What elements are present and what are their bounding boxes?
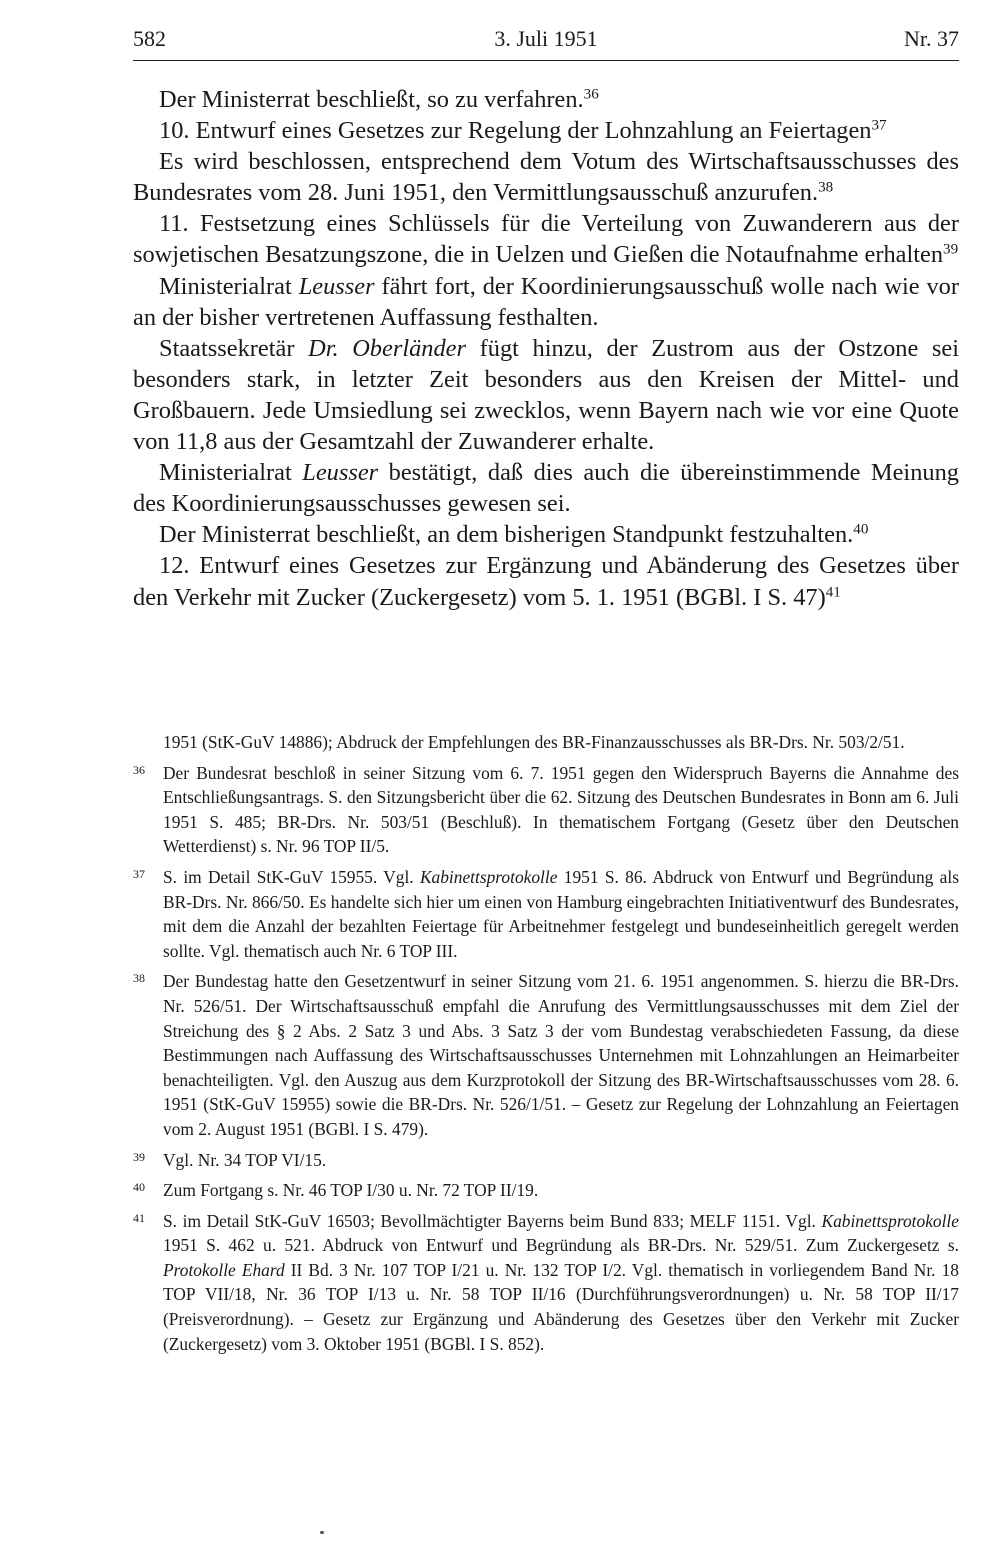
footnote-ref: 38 (818, 179, 834, 196)
paragraph-text: Ministerialrat (159, 272, 299, 300)
footnote-text: Vgl. Nr. 34 TOP VI/15. (163, 1149, 327, 1170)
paragraph-text: Der Ministerrat beschließt, an dem bisherigen Standpunkt festzuhalten. (159, 521, 854, 549)
paragraph-text: Der Ministerrat beschließt, so zu verfahren. (159, 86, 584, 113)
page-number: 582 (133, 26, 166, 51)
paragraph-text: Es wird beschlossen, entsprechend dem Votum des Wirtschaftsausschusses des Bundesrates vom 28. Juni 1951, den Vermittlungsausschuß anzurufen. (133, 148, 959, 207)
agenda-item-11 (133, 208, 959, 270)
paragraph-leusser-1 (133, 271, 959, 333)
speaker-name: Leusser (302, 459, 379, 487)
footnote-text: Der Bundestag hatte den Gesetzentwurf in seiner Sitzung vom 21. 6. 1951 angenommen. S. hierzu die BR-Drs. Nr. 526/51. Der Wirtschaftsausschuß empfahl die Anrufung des Vermittlungsausschusses mit dem Ziel der Streichung des § 2 Abs. 2 Satz 3 und Abs. 3 Satz 3 der vom Bundestag verabschiedeten Fassung, da diese Bestimmungen nach Auffassung des Wirtschaftsausschusses Unternehmen mit Lohnzahlungen an Heimarbeiter benachteiligten. Vgl. den Auszug aus dem Kurzprotokoll der Sitzung des BR-Wirtschaftsausschusses vom 28. 6. 1951 (StK-GuV 15955) sowie die BR-Drs. Nr. 526/1/51. – Gesetz zur Regelung der Lohnzahlung an Feiertagen vom 2. August 1951 (BGBl. I S. 479). (163, 971, 959, 1139)
footnote-ref: 37 (871, 117, 887, 134)
paragraph-decision-38 (133, 146, 959, 208)
paragraph-text: Ministerialrat (159, 459, 303, 487)
speaker-name: Dr. Oberländer (308, 334, 467, 362)
main-text (133, 84, 959, 613)
footnote-text: Zum Fortgang s. Nr. 46 TOP I/30 u. Nr. 72 TOP II/19. (163, 1180, 539, 1201)
footnote-number: 40 (133, 1180, 145, 1195)
footnote-ref: 39 (943, 242, 959, 259)
footnote-number: 39 (133, 1149, 145, 1164)
paragraph-decision-40 (133, 519, 959, 550)
footnote-36 (133, 761, 959, 859)
footnote-text (163, 1209, 959, 1357)
source-title: Kabinettsprotokolle (419, 866, 558, 887)
footnote-text-part: S. im Detail StK-GuV 16503; Bevollmächtigter Bayerns beim Bund 833; MELF 1151. Vgl. (163, 1210, 822, 1231)
footnote-38 (133, 969, 959, 1141)
running-header (133, 26, 959, 62)
footnote-37 (133, 865, 959, 963)
footnote-number: 37 (133, 866, 145, 881)
footnote-text (163, 865, 959, 963)
agenda-title: 12. Entwurf eines Gesetzes zur Ergänzung und Abänderung des Gesetzes über den Verkehr mit Zucker (Zuckergesetz) vom 5. 1. 1951 (BGBl. I S. 47) (133, 552, 959, 611)
paragraph-decision-36 (133, 84, 959, 115)
paragraph-oberlaender (133, 333, 959, 457)
footnote-ref: 40 (853, 522, 869, 538)
ink-speck (320, 1531, 324, 1534)
agenda-item-10 (133, 115, 959, 146)
source-title: Protokolle Ehard (163, 1259, 285, 1280)
agenda-item-12 (133, 550, 959, 612)
paragraph-text: bestätigt, daß dies auch die übereinstimmende Meinung des Koordinierungsausschusses gewesen sei. (133, 459, 959, 518)
footnotes (133, 730, 959, 1362)
paragraph-text: Staatssekretär (159, 334, 309, 362)
source-title: Kabinettsprotokolle (821, 1210, 959, 1231)
footnote-number: 36 (133, 762, 145, 777)
footnote-text-part: 1951 S. 462 u. 521. Abdruck von Entwurf und Begründung als BR-Drs. Nr. 529/51. Zum Zuckergesetz s. (163, 1235, 959, 1256)
issue-number: Nr. 37 (904, 26, 959, 51)
footnote-continuation: 1951 (StK-GuV 14886); Abdruck der Empfehlungen des BR-Finanzausschusses als BR-Drs. Nr. 503/2/51. (163, 732, 905, 752)
footnote-text-part: II Bd. 3 Nr. 107 TOP I/21 u. Nr. 132 TOP I/2. Vgl. thematisch in vorliegendem Band Nr. 18 TOP VII/18, Nr. 36 TOP I/13 u. Nr. 58 TOP II/16 (Durchführungsverordnungen) u. Nr. 58 TOP II/17 (Preisverordnung). – Gesetz zur Ergänzung und Abänderung des Gesetzes über den Verkehr mit Zucker (Zuckergesetz) vom 3. Oktober 1951 (BGBl. I S. 852). (163, 1259, 959, 1354)
footnote-ref: 36 (583, 86, 599, 103)
footnote-text-part: S. im Detail StK-GuV 15955. Vgl. (163, 866, 420, 887)
footnote-ref: 41 (825, 584, 841, 601)
paragraph-leusser-2 (133, 457, 959, 519)
agenda-title: 10. Entwurf eines Gesetzes zur Regelung der Lohnzahlung an Feiertagen (159, 117, 872, 145)
footnote-39 (133, 1148, 959, 1173)
footnote-40 (133, 1178, 959, 1203)
agenda-title: 11. Festsetzung eines Schlüssels für die Verteilung von Zuwanderern aus der sowjetischen Besatzungszone, die in Uelzen und Gießen die Notaufnahme erhalten (133, 210, 959, 269)
footnote-text-part: 1951 S. 86. Abdruck von Entwurf und Begründung als BR-Drs. Nr. 866/50. Es handelte sich hier um einen von Hamburg eingebrachten Initiativentwurf des Bundesrates, mit dem die Anzahl der bezahlten Feiertage für Arbeitnehmer festgelegt und bundeseinheitlich geregelt werden sollte. Vgl. thematisch auch Nr. 6 TOP III. (163, 866, 959, 961)
footnote-number: 41 (133, 1210, 145, 1225)
speaker-name: Leusser (298, 272, 375, 300)
header-date: 3. Juli 1951 (494, 26, 598, 51)
footnote-number: 38 (133, 971, 145, 986)
footnote-text: Der Bundesrat beschloß in seiner Sitzung vom 6. 7. 1951 gegen den Widerspruch Bayerns die Annahme des Entschließungsantrags. S. den Sitzungsbericht über die 62. Sitzung des Deutschen Bundesrates in Bonn am 6. Juli 1951 S. 485; BR-Drs. Nr. 503/51 (Beschluß). In thematischem Fortgang (Gesetz über den Deutschen Wetterdienst) s. Nr. 96 TOP II/5. (163, 762, 959, 857)
paragraph-text: fährt fort, der Koordinierungsausschuß wolle nach wie vor an der bisher vertretenen Auffassung festhalten. (133, 272, 959, 331)
footnote-41 (133, 1209, 959, 1357)
paragraph-text: fügt hinzu, der Zustrom aus der Ostzone sei besonders stark, in letzter Zeit besonders aus den Kreisen der Mittel- und Großbauern. Jede Umsiedlung sei zwecklos, wenn Bayern nach wie vor eine Quote von 11,8 aus der Gesamtzahl der Zuwanderer erhalte. (133, 334, 960, 456)
header-rule (133, 60, 959, 61)
